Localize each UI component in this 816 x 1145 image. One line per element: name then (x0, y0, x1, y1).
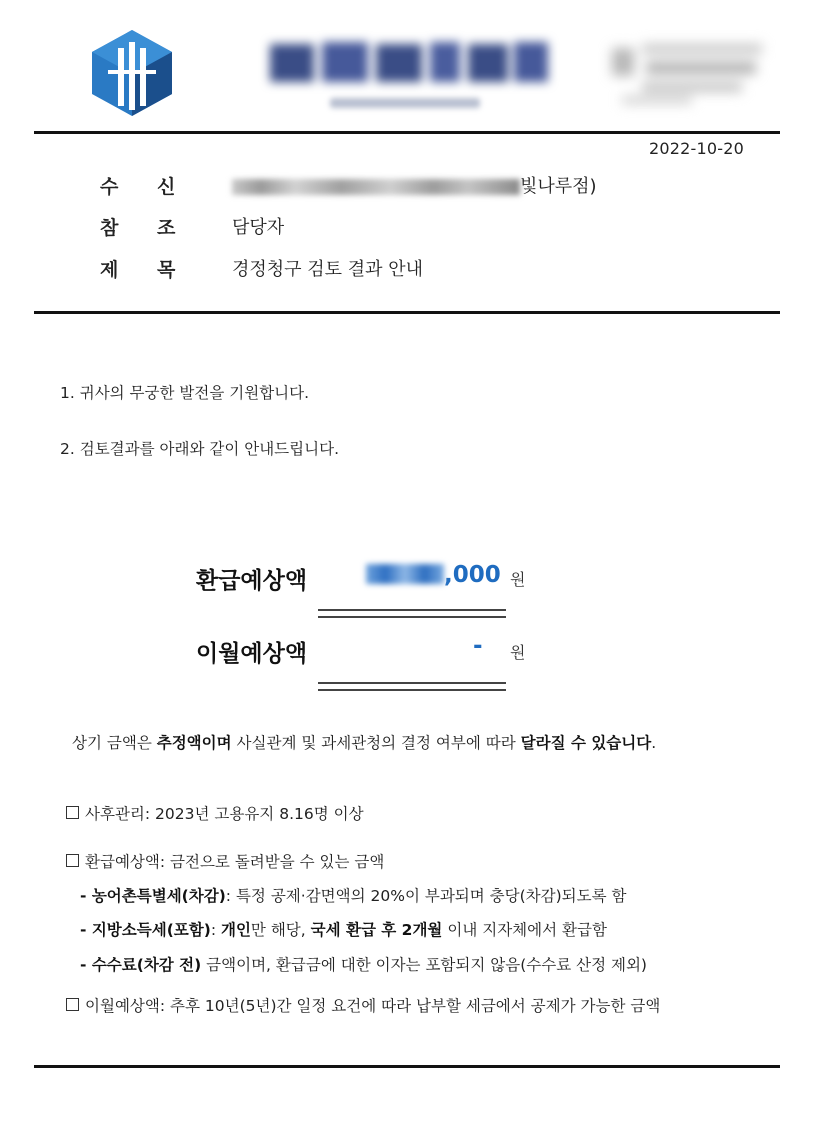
rural-tax-bold: - 농어촌특별세(차감) (80, 887, 226, 905)
footer-divider (34, 1065, 780, 1068)
rural-tax-item (80, 884, 627, 906)
local-tax-text-2: 만 해당, (250, 921, 311, 939)
body-line-1: 1. 귀사의 무궁한 발전을 기원합니다. (60, 384, 310, 402)
recipient-suffix: 빛나루점) (520, 176, 597, 197)
fee-item (80, 953, 647, 975)
header-divider (34, 131, 780, 134)
refund-underline (318, 609, 506, 618)
estimate-notice (72, 731, 656, 753)
recipient-value (232, 172, 597, 198)
carry-definition-text: 이월예상액: 추후 10년(5년)간 일정 요건에 따라 납부할 세금에서 공제가 가능한 금액 (85, 997, 661, 1015)
reference-label: 참 조 (100, 217, 192, 239)
local-tax-text-1: : (210, 921, 221, 939)
checkbox-square-icon (66, 998, 79, 1011)
carry-definition-item (66, 994, 660, 1016)
checkbox-square-icon (66, 806, 79, 819)
refund-definition-text: 환급예상액: 금전으로 돌려받을 수 있는 금액 (85, 853, 385, 871)
refund-amount (366, 562, 501, 588)
refund-definition-item (66, 850, 384, 872)
notice-text-3: . (651, 734, 657, 752)
company-name-blurred (270, 38, 550, 88)
subject-label: 제 목 (100, 259, 192, 281)
refund-label: 환급예상액 (196, 568, 308, 594)
body-line-2: 2. 검토결과를 아래와 같이 안내드립니다. (60, 440, 339, 458)
rural-tax-text: : 특정 공제·감면액의 20%이 부과되며 충당(차감)되도록 함 (225, 887, 627, 905)
refund-unit: 원 (510, 570, 526, 589)
aftercare-text: 사후관리: 2023년 고용유지 8.16명 이상 (85, 805, 364, 823)
company-subtitle-blurred (330, 98, 480, 108)
recipient-name-blurred (232, 179, 520, 195)
building-logo-icon (88, 28, 176, 118)
subject-value: 경정청구 검토 결과 안내 (232, 259, 424, 280)
company-info-blurred (612, 40, 772, 108)
refund-amount-suffix: ,000 (444, 562, 501, 588)
company-logo (88, 28, 176, 118)
carry-amount: - (473, 633, 483, 659)
carry-underline (318, 682, 506, 691)
local-tax-text-3: 이내 지자체에서 환급함 (442, 921, 607, 939)
meta-divider (34, 311, 780, 314)
fee-bold: - 수수료(차감 전) (80, 956, 202, 974)
carry-unit: 원 (510, 643, 526, 662)
reference-value: 담당자 (232, 217, 285, 238)
refund-amount-blurred (366, 564, 444, 584)
local-tax-bold-3: 국세 환급 후 2개월 (310, 921, 443, 939)
notice-text-2: 사실관계 및 과세관청의 결정 여부에 따라 (231, 734, 521, 752)
notice-text-1: 상기 금액은 (72, 734, 157, 752)
fee-text: 금액이며, 환급금에 대한 이자는 포함되지 않음(수수료 산정 제외) (201, 956, 647, 974)
recipient-label: 수 신 (100, 176, 192, 198)
local-tax-item (80, 918, 607, 940)
aftercare-item (66, 802, 364, 824)
local-tax-bold-2: 개인 (220, 921, 251, 939)
checkbox-square-icon (66, 854, 79, 867)
notice-bold-2: 달라질 수 있습니다 (520, 734, 652, 752)
notice-bold-1: 추정액이며 (156, 734, 232, 752)
document-date: 2022-10-20 (649, 139, 744, 158)
local-tax-bold: - 지방소득세(포함) (80, 921, 211, 939)
carry-label: 이월예상액 (196, 641, 308, 667)
